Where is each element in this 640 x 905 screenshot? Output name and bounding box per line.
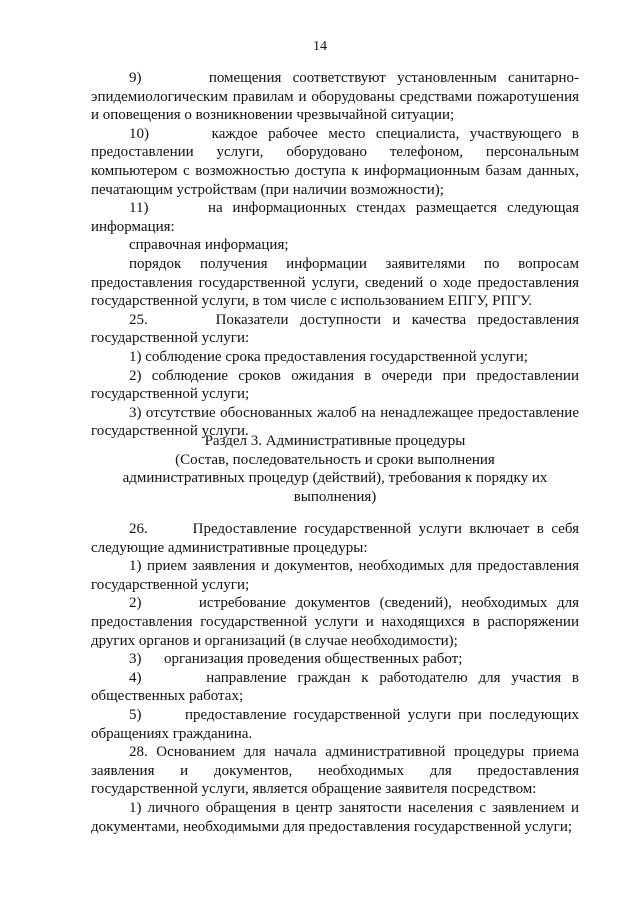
paragraph-item-11: 11) на информационных стендах размещается следующая информация: — [91, 200, 579, 235]
text-block-upper — [91, 69, 579, 441]
paragraph-item-25: 25. Показатели доступности и качества предоставления государственной услуги: — [91, 311, 579, 347]
paragraph-reference-info: справочная информация; — [129, 237, 289, 254]
section-subtitle-line-2: административных процедур (действий), требования к порядку их — [122, 470, 548, 487]
paragraph-item-25-3: 3) отсутствие обоснованных жалоб на ненадлежащее предоставление государственной услуги. — [91, 404, 579, 440]
paragraph-item-25-2: 2) соблюдение сроков ожидания в очереди при предоставлении государственной услуги; — [91, 367, 579, 403]
section-subtitle-line-1: (Состав, последовательность и сроки выполнения — [175, 451, 495, 468]
paragraph-item-28: 28. Основанием для начала административной процедуры приема заявления и документов, необходимых для предоставления государственной услуги, является обращение заявителя посредством: — [91, 744, 579, 798]
paragraph-item-26-1: 1) прием заявления и документов, необходимых для предоставления государственной услуги; — [91, 558, 579, 593]
paragraph-item-9: 9) помещения соответствуют установленным санитарно-эпидемиологическим правилам и оборудованы средствами пожаротушения и оповещения о возникновении чрезвычайной ситуации; — [91, 70, 579, 124]
paragraph-item-26-2: 2) истребование документов (сведений), необходимых для предоставления государственной услуги и находящихся в распоряжении других органов и организаций (в случае необходимости); — [91, 595, 579, 649]
paragraph-item-26-5: 5) предоставление государственной услуги при последующих обращениях гражданина. — [91, 706, 579, 742]
paragraph-item-26-3: 3) организация проведения общественных работ; — [129, 651, 463, 668]
section-subtitle-line-3: выполнения) — [293, 488, 377, 505]
section-title: Раздел 3. Административные процедуры — [204, 433, 466, 449]
text-block-lower — [91, 520, 579, 836]
paragraph-item-28-1: 1) личного обращения в центр занятости населения с заявлением и документами, необходимыми для предоставления государственной услуги; — [91, 799, 579, 835]
paragraph-item-26-4: 4) направление граждан к работодателю для участия в общественных работах; — [91, 669, 579, 705]
page-number: 14 — [313, 39, 327, 54]
paragraph-item-25-1: 1) соблюдение срока предоставления государственной услуги; — [129, 348, 528, 365]
paragraph-item-10: 10) каждое рабочее место специалиста, участвующего в предоставлении услуги, оборудовано телефоном, персональным компьютером с возможностью доступа к информационным базам данных, печатающим устройствам (при наличии возможности); — [91, 125, 579, 198]
paragraph-item-26: 26. Предоставление государственной услуги включает в себя следующие административные процедуры: — [91, 521, 579, 556]
paragraph-info-procedure: порядок получения информации заявителями по вопросам предоставления государственной услуги, сведений о ходе предоставления государственной услуги, в том числе с использованием ЕПГУ, РПГУ. — [91, 255, 579, 310]
section-heading — [91, 432, 579, 506]
